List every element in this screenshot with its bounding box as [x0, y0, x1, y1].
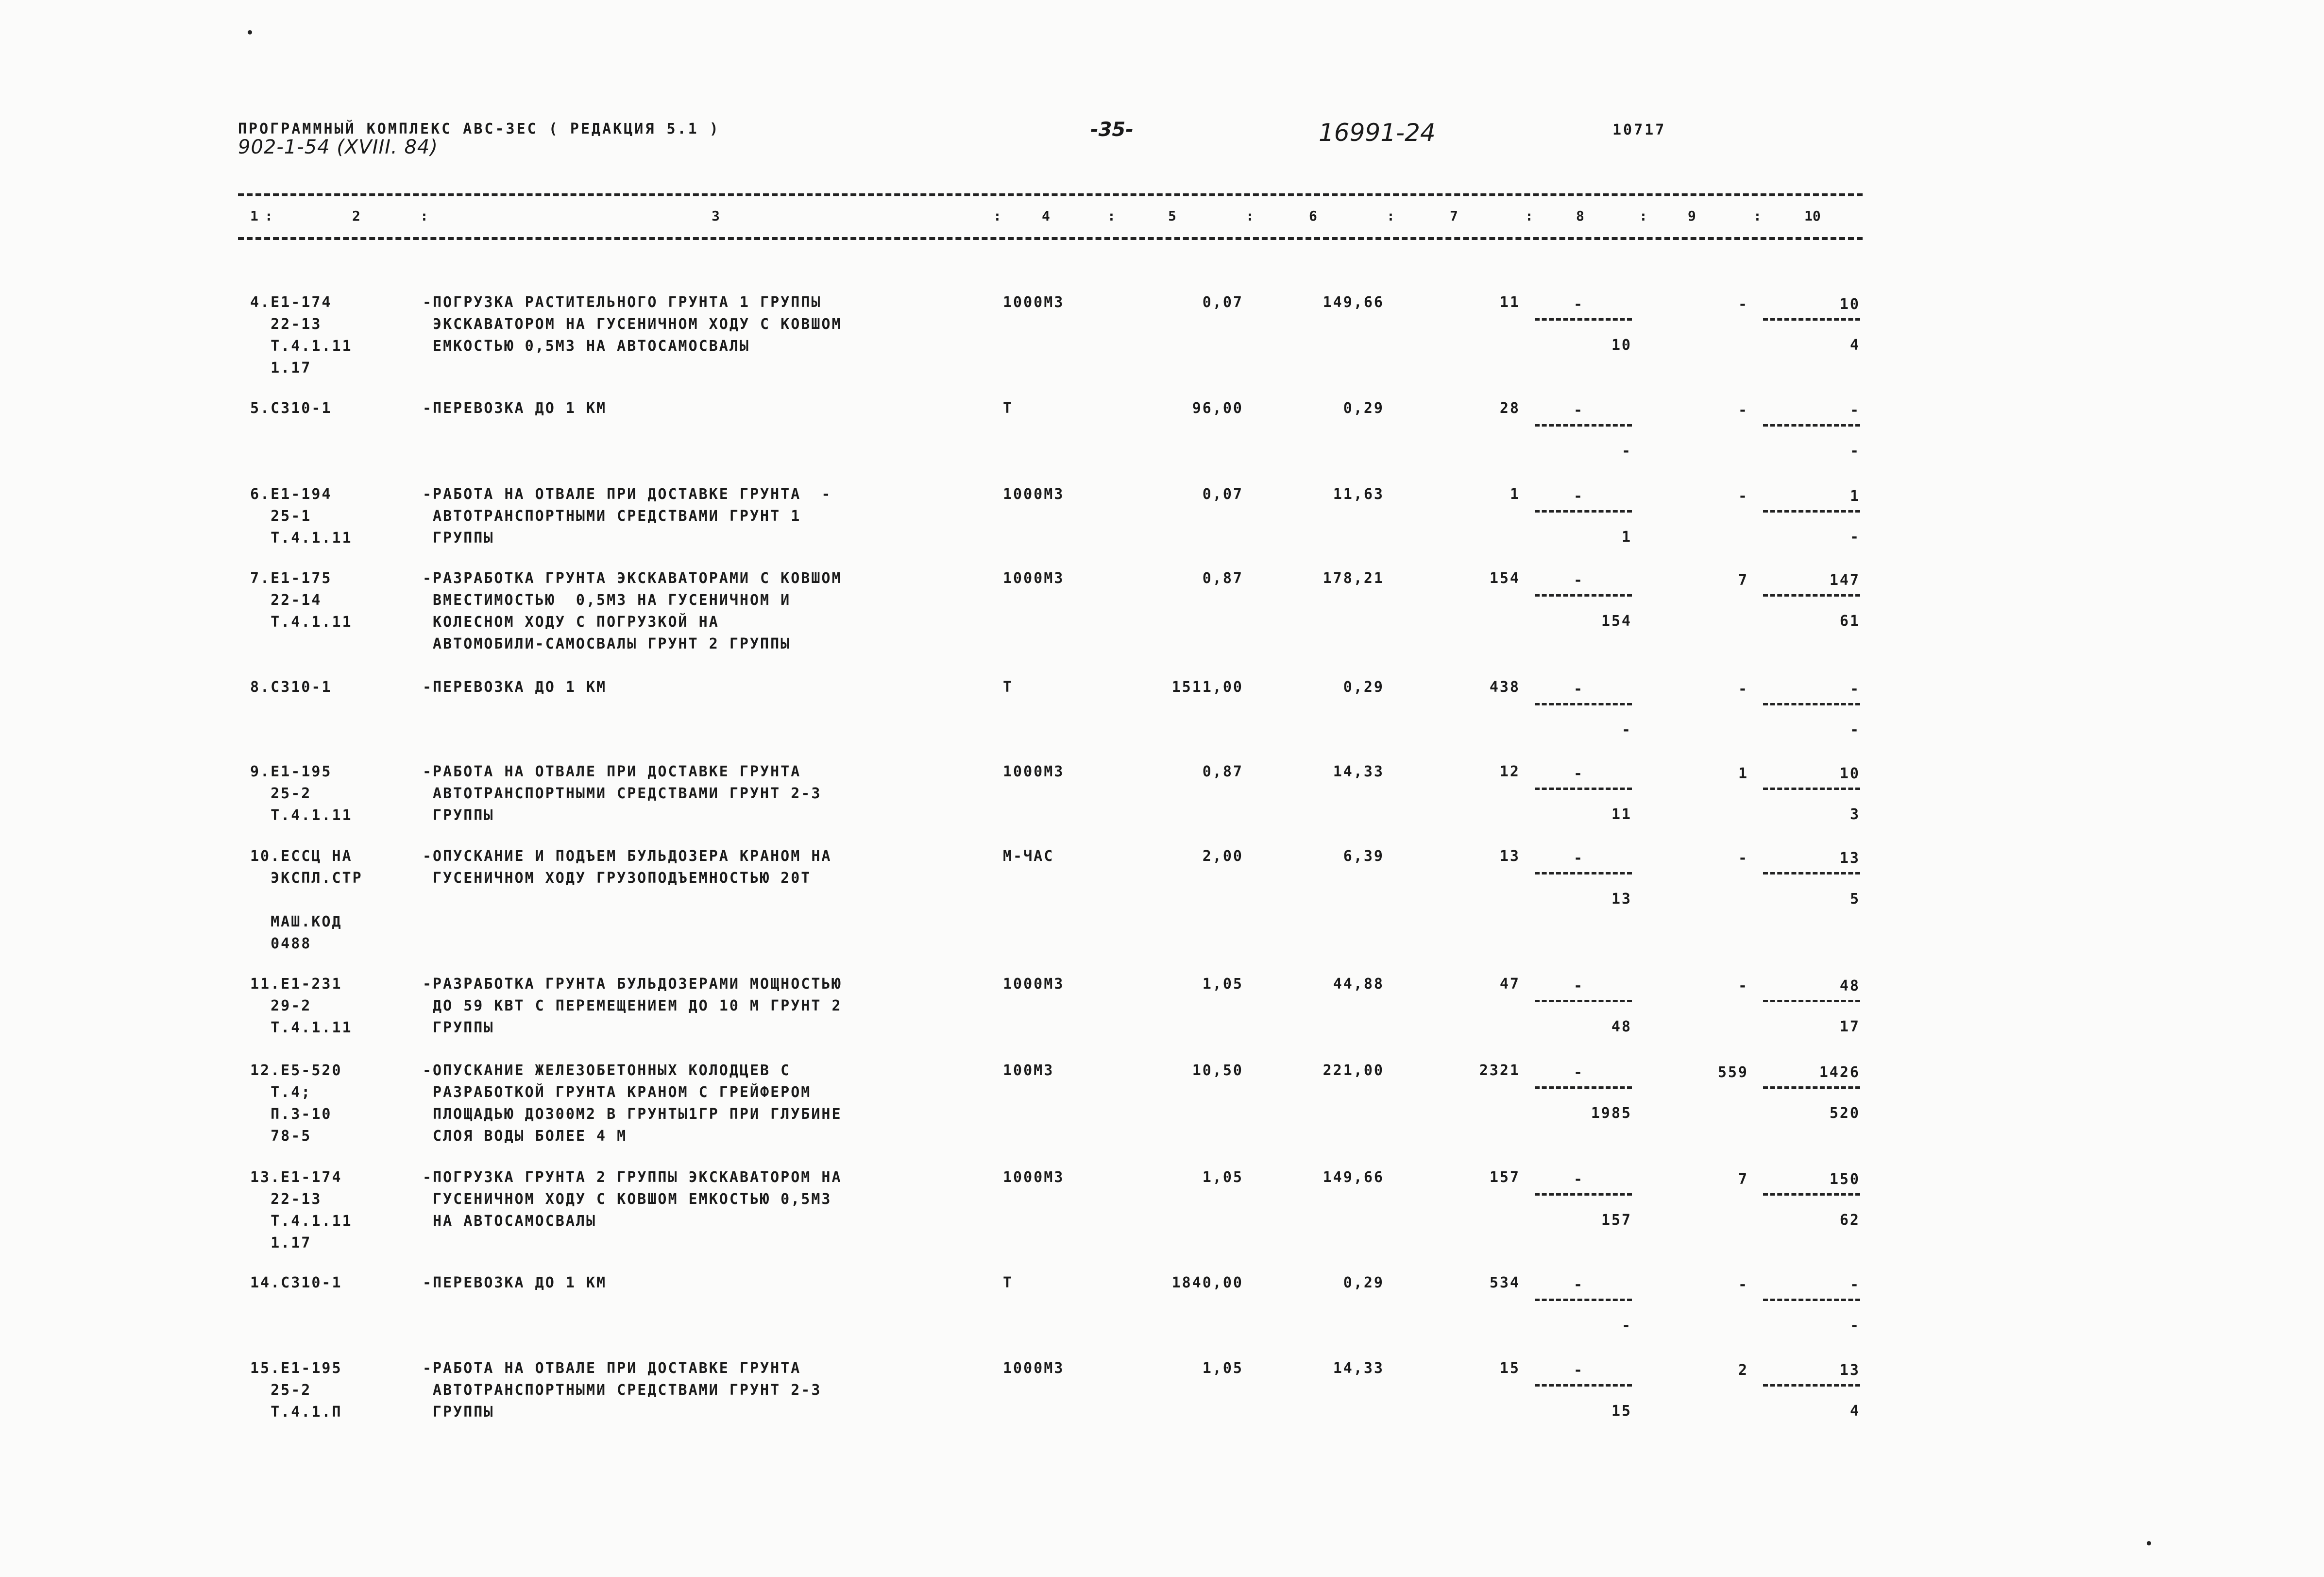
program-title: ПРОГРАММНЫЙ КОМПЛЕКС АВС-3ЕС ( РЕДАКЦИЯ 5.1 )	[238, 120, 720, 137]
item-col8-bottom: 157	[1601, 1212, 1632, 1229]
subtotal-divider	[1763, 510, 1860, 513]
column-sep: :	[265, 208, 273, 224]
item-col10-top: 150	[1829, 1171, 1860, 1188]
item-total: 1	[1510, 486, 1520, 503]
item-description: -ПЕРЕВОЗКА ДО 1 КМ	[423, 400, 607, 417]
subtotal-divider	[1763, 872, 1860, 874]
item-total: 12	[1499, 763, 1520, 780]
item-col10-bottom: -	[1849, 721, 1860, 738]
item-col8-bottom: -	[1621, 443, 1632, 460]
column-header-1: 1	[250, 208, 258, 224]
item-description: -РАБОТА НА ОТВАЛЕ ПРИ ДОСТАВКЕ ГРУНТА - АВТОТРАНСПОРТНЫМИ СРЕДСТВАМИ ГРУНТ 1 ГРУППЫ	[423, 486, 832, 547]
item-total: 2321	[1479, 1062, 1520, 1079]
subtotal-divider	[1535, 788, 1632, 790]
item-quantity: 0,87	[1202, 763, 1243, 780]
item-description: -ПОГРУЗКА ГРУНТА 2 ГРУППЫ ЭКСКАВАТОРОМ НА ГУСЕНИЧНОМ ХОДУ С КОВШОМ ЕМКОСТЬЮ 0,5М3 НА АВТОСАМОСВАЛЫ	[423, 1169, 842, 1230]
item-code: 13.Е1-174 22-13 Т.4.1.11 1.17	[250, 1169, 353, 1251]
item-col8-bottom: 11	[1611, 806, 1632, 823]
scan-speck	[2147, 1541, 2151, 1545]
item-unit-price: 0,29	[1343, 679, 1384, 696]
subtotal-divider	[1763, 1086, 1860, 1089]
item-col8-bottom: 13	[1611, 891, 1632, 908]
page-number: -35-	[1090, 119, 1134, 141]
item-total: 157	[1489, 1169, 1520, 1186]
item-unit: 1000М3	[1003, 570, 1065, 587]
item-col10-top: 10	[1839, 296, 1860, 313]
column-sep: :	[1246, 208, 1254, 224]
item-col10-top: 13	[1839, 850, 1860, 867]
column-header-7: 7	[1450, 208, 1458, 224]
item-unit-price: 149,66	[1323, 294, 1384, 311]
item-col8-top: -	[1574, 1064, 1584, 1081]
item-unit-price: 0,29	[1343, 1274, 1384, 1291]
subtotal-divider	[1763, 1299, 1860, 1301]
project-code: 902-1-54 (XVIII. 84)	[238, 136, 438, 158]
item-code: 4.Е1-174 22-13 Т.4.1.11 1.17	[250, 294, 353, 377]
item-col8-top: -	[1574, 1362, 1584, 1379]
item-col10-top: 13	[1839, 1362, 1860, 1379]
column-sep: :	[1525, 208, 1533, 224]
item-col8-top: -	[1574, 572, 1584, 589]
item-col9: -	[1738, 1276, 1748, 1293]
item-col10-bottom: -	[1849, 1317, 1860, 1334]
item-quantity: 2,00	[1202, 848, 1243, 865]
column-sep: :	[1387, 208, 1395, 224]
item-quantity: 0,87	[1202, 570, 1243, 587]
item-col8-bottom: 48	[1611, 1018, 1632, 1035]
subtotal-divider	[1535, 510, 1632, 513]
item-col10-top: 1	[1849, 488, 1860, 505]
item-col8-bottom: 1	[1621, 529, 1632, 546]
item-quantity: 1840,00	[1171, 1274, 1243, 1291]
item-code: 10.ЕССЦ НА ЭКСПЛ.СТР МАШ.КОД 0488	[250, 848, 363, 952]
column-header-5: 5	[1168, 208, 1176, 224]
item-col8-bottom: 154	[1601, 613, 1632, 630]
item-col9: 2	[1738, 1362, 1748, 1379]
subtotal-divider	[1535, 703, 1632, 705]
item-total: 11	[1499, 294, 1520, 311]
subtotal-divider	[1763, 1000, 1860, 1002]
item-code: 6.Е1-194 25-1 Т.4.1.11	[250, 486, 353, 547]
item-unit-price: 178,21	[1323, 570, 1384, 587]
item-quantity: 0,07	[1202, 294, 1243, 311]
item-unit: 1000М3	[1003, 486, 1065, 503]
item-quantity: 10,50	[1192, 1062, 1243, 1079]
item-unit: 1000М3	[1003, 976, 1065, 993]
item-col10-bottom: -	[1849, 529, 1860, 546]
item-col8-top: -	[1574, 402, 1584, 419]
item-description: -ПЕРЕВОЗКА ДО 1 КМ	[423, 1274, 607, 1291]
item-code: 7.Е1-175 22-14 Т.4.1.11	[250, 570, 353, 631]
item-col10-top: 147	[1829, 572, 1860, 589]
item-unit: 1000М3	[1003, 1360, 1065, 1377]
column-sep: :	[420, 208, 428, 224]
item-col9: 7	[1738, 572, 1748, 589]
item-col8-top: -	[1574, 488, 1584, 505]
item-description: -РАБОТА НА ОТВАЛЕ ПРИ ДОСТАВКЕ ГРУНТА АВТОТРАНСПОРТНЫМИ СРЕДСТВАМИ ГРУНТ 2-3 ГРУППЫ	[423, 763, 822, 824]
column-header-9: 9	[1688, 208, 1696, 224]
subtotal-divider	[1763, 594, 1860, 597]
item-unit-price: 0,29	[1343, 400, 1384, 417]
column-sep: :	[993, 208, 1001, 224]
column-header-2: 2	[352, 208, 360, 224]
item-description: -ПОГРУЗКА РАСТИТЕЛЬНОГО ГРУНТА 1 ГРУППЫ ЭКСКАВАТОРОМ НА ГУСЕНИЧНОМ ХОДУ С КОВШОМ ЕМКОСТЬЮ 0,5М3 НА АВТОСАМОСВАЛЫ	[423, 294, 842, 355]
item-col9: -	[1738, 296, 1748, 313]
column-header-3: 3	[712, 208, 720, 224]
header-top-rule	[238, 193, 1863, 196]
item-total: 47	[1499, 976, 1520, 993]
item-col9: -	[1738, 681, 1748, 698]
item-code: 9.Е1-195 25-2 Т.4.1.11	[250, 763, 353, 824]
item-col10-bottom: 5	[1849, 891, 1860, 908]
item-col10-top: 10	[1839, 765, 1860, 782]
item-unit: Т	[1003, 679, 1014, 696]
item-col10-bottom: 4	[1849, 1403, 1860, 1420]
scan-speck	[248, 30, 252, 34]
item-col10-bottom: 4	[1849, 337, 1860, 354]
item-col9: -	[1738, 488, 1748, 505]
item-code: 15.Е1-195 25-2 Т.4.1.П	[250, 1360, 342, 1421]
item-col10-bottom: -	[1849, 443, 1860, 460]
item-description: -РАЗРАБОТКА ГРУНТА ЭКСКАВАТОРАМИ С КОВШОМ ВМЕСТИМОСТЬЮ 0,5М3 НА ГУСЕНИЧНОМ И КОЛЕСНОМ ХОДУ С ПОГРУЗКОЙ НА АВТОМОБИЛИ-САМОСВАЛЫ ГРУНТ 2 ГРУППЫ	[423, 570, 842, 652]
subtotal-divider	[1535, 1193, 1632, 1196]
item-unit-price: 14,33	[1333, 763, 1384, 780]
item-total: 15	[1499, 1360, 1520, 1377]
item-code: 11.Е1-231 29-2 Т.4.1.11	[250, 976, 353, 1036]
item-col10-top: -	[1849, 681, 1860, 698]
subtotal-divider	[1763, 703, 1860, 705]
item-col9: -	[1738, 977, 1748, 994]
item-total: 438	[1489, 679, 1520, 696]
item-col8-top: -	[1574, 681, 1584, 698]
item-col10-top: 1426	[1819, 1064, 1860, 1081]
item-col8-top: -	[1574, 1171, 1584, 1188]
item-unit: 1000М3	[1003, 1169, 1065, 1186]
item-code: 14.С310-1	[250, 1274, 342, 1291]
item-col8-top: -	[1574, 296, 1584, 313]
item-unit-price: 221,00	[1323, 1062, 1384, 1079]
item-unit-price: 14,33	[1333, 1360, 1384, 1377]
item-unit: Т	[1003, 400, 1014, 417]
item-quantity: 1,05	[1202, 1360, 1243, 1377]
item-col10-bottom: 62	[1839, 1212, 1860, 1229]
item-col8-bottom: -	[1621, 1317, 1632, 1334]
subtotal-divider	[1535, 1299, 1632, 1301]
subtotal-divider	[1535, 424, 1632, 427]
item-col8-top: -	[1574, 850, 1584, 867]
item-quantity: 0,07	[1202, 486, 1243, 503]
sheet-number: 10717	[1612, 121, 1666, 138]
subtotal-divider	[1535, 318, 1632, 321]
item-description: -РАЗРАБОТКА ГРУНТА БУЛЬДОЗЕРАМИ МОЩНОСТЬЮ ДО 59 КВТ С ПЕРЕМЕЩЕНИЕМ ДО 10 М ГРУНТ 2 ГРУППЫ	[423, 976, 842, 1036]
column-header-4: 4	[1042, 208, 1050, 224]
item-description: -ОПУСКАНИЕ И ПОДЪЕМ БУЛЬДОЗЕРА КРАНОМ НА ГУСЕНИЧНОМ ХОДУ ГРУЗОПОДЪЕМНОСТЬЮ 20Т	[423, 848, 832, 887]
item-unit: 100М3	[1003, 1062, 1054, 1079]
item-col9: -	[1738, 402, 1748, 419]
column-header-6: 6	[1309, 208, 1317, 224]
item-unit: М-ЧАС	[1003, 848, 1054, 865]
item-unit: 1000М3	[1003, 763, 1065, 780]
item-quantity: 96,00	[1192, 400, 1243, 417]
item-col10-bottom: 520	[1829, 1105, 1860, 1122]
item-unit: Т	[1003, 1274, 1014, 1291]
subtotal-divider	[1763, 788, 1860, 790]
subtotal-divider	[1763, 1384, 1860, 1387]
item-col8-bottom: -	[1621, 721, 1632, 738]
item-code: 5.С310-1	[250, 400, 332, 417]
subtotal-divider	[1535, 1000, 1632, 1002]
item-code: 12.Е5-520 Т.4; П.3-10 78-5	[250, 1062, 342, 1145]
item-col8-top: -	[1574, 977, 1584, 994]
item-unit: 1000М3	[1003, 294, 1065, 311]
item-col9: 559	[1717, 1064, 1748, 1081]
column-sep: :	[1753, 208, 1762, 224]
item-total: 28	[1499, 400, 1520, 417]
item-col10-top: 48	[1839, 977, 1860, 994]
item-col9: 1	[1738, 765, 1748, 782]
item-col9: 7	[1738, 1171, 1748, 1188]
item-total: 534	[1489, 1274, 1520, 1291]
item-col8-bottom: 1985	[1591, 1105, 1632, 1122]
item-code: 8.С310-1	[250, 679, 332, 696]
subtotal-divider	[1763, 424, 1860, 427]
item-col8-bottom: 15	[1611, 1403, 1632, 1420]
item-quantity: 1,05	[1202, 976, 1243, 993]
subtotal-divider	[1763, 318, 1860, 321]
subtotal-divider	[1535, 872, 1632, 874]
item-quantity: 1511,00	[1171, 679, 1243, 696]
column-header-8: 8	[1576, 208, 1584, 224]
item-total: 154	[1489, 570, 1520, 587]
item-col10-bottom: 17	[1839, 1018, 1860, 1035]
item-unit-price: 149,66	[1323, 1169, 1384, 1186]
item-col10-bottom: 3	[1849, 806, 1860, 823]
item-col10-top: -	[1849, 402, 1860, 419]
item-unit-price: 11,63	[1333, 486, 1384, 503]
column-sep: :	[1107, 208, 1116, 224]
item-description: -ОПУСКАНИЕ ЖЕЛЕЗОБЕТОННЫХ КОЛОДЦЕВ С РАЗРАБОТКОЙ ГРУНТА КРАНОМ С ГРЕЙФЕРОМ ПЛОЩАДЬЮ ДО300М2 В ГРУНТЫ1ГР ПРИ ГЛУБИНЕ СЛОЯ ВОДЫ БОЛЕЕ 4 М	[423, 1062, 842, 1145]
document-number: 16991-24	[1319, 119, 1436, 147]
subtotal-divider	[1535, 1086, 1632, 1089]
item-col8-top: -	[1574, 765, 1584, 782]
column-sep: :	[1639, 208, 1647, 224]
subtotal-divider	[1535, 594, 1632, 597]
item-col9: -	[1738, 850, 1748, 867]
item-total: 13	[1499, 848, 1520, 865]
item-unit-price: 6,39	[1343, 848, 1384, 865]
item-col10-top: -	[1849, 1276, 1860, 1293]
item-col8-bottom: 10	[1611, 337, 1632, 354]
subtotal-divider	[1763, 1193, 1860, 1196]
item-quantity: 1,05	[1202, 1169, 1243, 1186]
item-col10-bottom: 61	[1839, 613, 1860, 630]
header-bottom-rule	[238, 237, 1863, 240]
item-description: -ПЕРЕВОЗКА ДО 1 КМ	[423, 679, 607, 696]
subtotal-divider	[1535, 1384, 1632, 1387]
item-col8-top: -	[1574, 1276, 1584, 1293]
column-header-10: 10	[1804, 208, 1821, 224]
item-unit-price: 44,88	[1333, 976, 1384, 993]
item-description: -РАБОТА НА ОТВАЛЕ ПРИ ДОСТАВКЕ ГРУНТА АВТОТРАНСПОРТНЫМИ СРЕДСТВАМИ ГРУНТ 2-3 ГРУППЫ	[423, 1360, 822, 1421]
